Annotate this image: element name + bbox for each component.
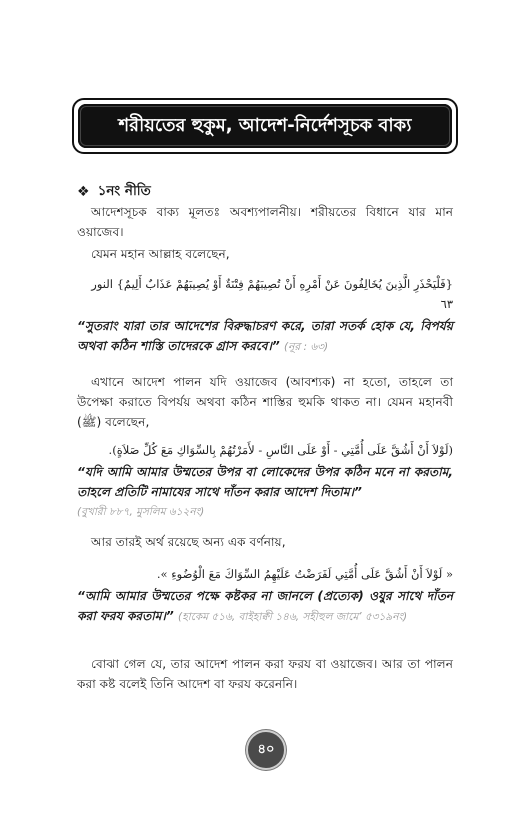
quote-translation-2: “যদি আমি আমার উম্মতের উপর বা লোকেদের উপর কঠিন মনে না করতাম, তাহলে প্রতিটি নামাযের সাথে দাঁতন করার আদেশ দিতাম।” — [77, 465, 453, 499]
arabic-hadith-1: (لَوْلاَ أَنْ أَشُقَّ عَلَى أُمَّتِي - أَوْ عَلَى النَّاسِ - لأَمَرْتُهُمْ بِالسِّوَاكِ مَعَ كُلِّ صَلاَةٍ). — [108, 443, 453, 457]
paragraph-1: আদেশসূচক বাক্য মূলতঃ অবশ্যপালনীয়। শরীয়তের বিধানে যার মান ওয়াজেব। — [77, 205, 453, 239]
quote-translation-3 — [77, 586, 453, 627]
paragraph-2: যেমন মহান আল্লাহ বলেছেন, — [91, 247, 230, 261]
title-banner — [72, 98, 458, 154]
arabic-verse: {فَلْيَحْذَرِ الَّذِينَ يُخَالِفُونَ عَنْ أَمْرِهِ أَنْ تُصِيبَهُمْ فِتْنَةٌ أَوْ يُصِيبَهُمْ عَذَابٌ أَلِيمٌ} النور — [91, 277, 453, 291]
paragraph-3: এখানে আদেশ পালন যদি ওয়াজেব (আবশ্যক) না হতো, তাহলে তা উপেক্ষা করাতে বিপর্যয় অথবা কঠিন শাস্তির হুমকি থাকত না। যেমন মহানবী (ﷺ) বলেছেন, — [77, 375, 453, 429]
section-heading-text: ১নং নীতি — [97, 183, 151, 199]
quote-text-3: “আমি আমার উম্মতের পক্ষে কষ্টকর না জানলে (প্রত্যেক) ওযুর সাথে দাঁতন করা ফরয করতাম।” — [77, 589, 453, 623]
paragraph-5: বোঝা গেল যে, তার আদেশ পালন করা ফরয বা ওয়াজেব। আর তা পালন করা কষ্ট বলেই তিনি আদেশ বা ফরয করেননি। — [77, 657, 453, 691]
reference-3: (হাকেম ৫১৬, বাইহাক্বী ১৪৬, সহীহুল জামে’ ৫৩১৯নং) — [178, 611, 408, 623]
quote-translation-1 — [77, 316, 453, 357]
page-title: শরীয়তের হুকুম, আদেশ-নির্দেশসূচক বাক্য — [78, 104, 452, 148]
page-number-badge — [246, 730, 286, 770]
arabic-hadith-2: « لَوْلاَ أَنْ أَشُقَّ عَلَى أُمَّتِي لَفَرَضْتُ عَلَيْهِمُ السِّوَاكَ مَعَ الْوُضُوءِ ». — [156, 567, 453, 581]
reference-2: (বুখারী ৮৮৭, মুসলিম ৬১২নং) — [77, 506, 205, 518]
quote-text-1: “সুতরাং যারা তার আদেশের বিরুদ্ধাচরণ করে, তারা সতর্ক হোক যে, বিপর্যয় অথবা কঠিন শাস্তি তাদেরকে গ্রাস করবে।” — [77, 319, 453, 353]
arabic-verse-number: ٦٣ — [440, 297, 453, 311]
paragraph-4: আর তারই অর্থ রয়েছে অন্য এক বর্ণনায়, — [91, 535, 286, 549]
reference-1: (নূর : ৬৩) — [283, 341, 329, 353]
section-heading — [77, 180, 453, 203]
diamond-bullet-icon: ❖ — [77, 183, 90, 200]
page-number: ৪০ — [257, 741, 275, 757]
